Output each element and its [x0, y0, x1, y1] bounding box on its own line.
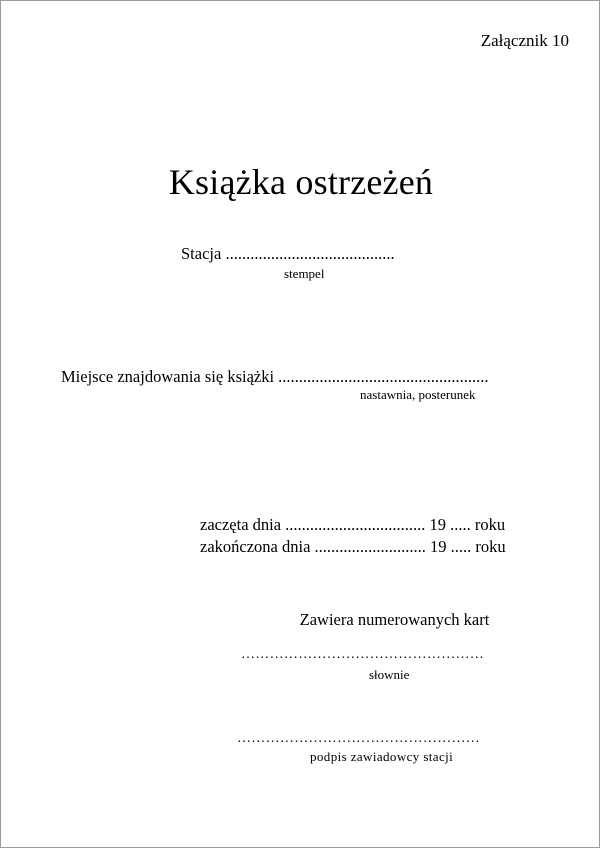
page-count-words-caption: słownie — [369, 667, 410, 682]
book-location-caption: nastawnia, posterunek — [360, 387, 476, 402]
page-count-label: Zawiera numerowanych kart — [299, 610, 490, 629]
book-location-field: Miejsce znajdowania się książki ................................................... — [61, 367, 489, 386]
attachment-label: Załącznik 10 — [480, 31, 569, 50]
signature-caption: podpis zawiadowcy stacji — [310, 749, 454, 764]
station-caption: stempel — [284, 266, 325, 281]
page-count-words-field: …………………………………………… — [241, 647, 485, 662]
page-title: Książka ostrzeżeń — [168, 162, 434, 202]
signature-field: …………………………………………… — [237, 731, 481, 746]
end-date-field: zakończona dnia ........................... 19 ..... roku — [200, 537, 506, 556]
station-field: Stacja ......................................... — [181, 244, 395, 263]
start-date-field: zaczęta dnia .................................. 19 ..... roku — [200, 515, 506, 534]
